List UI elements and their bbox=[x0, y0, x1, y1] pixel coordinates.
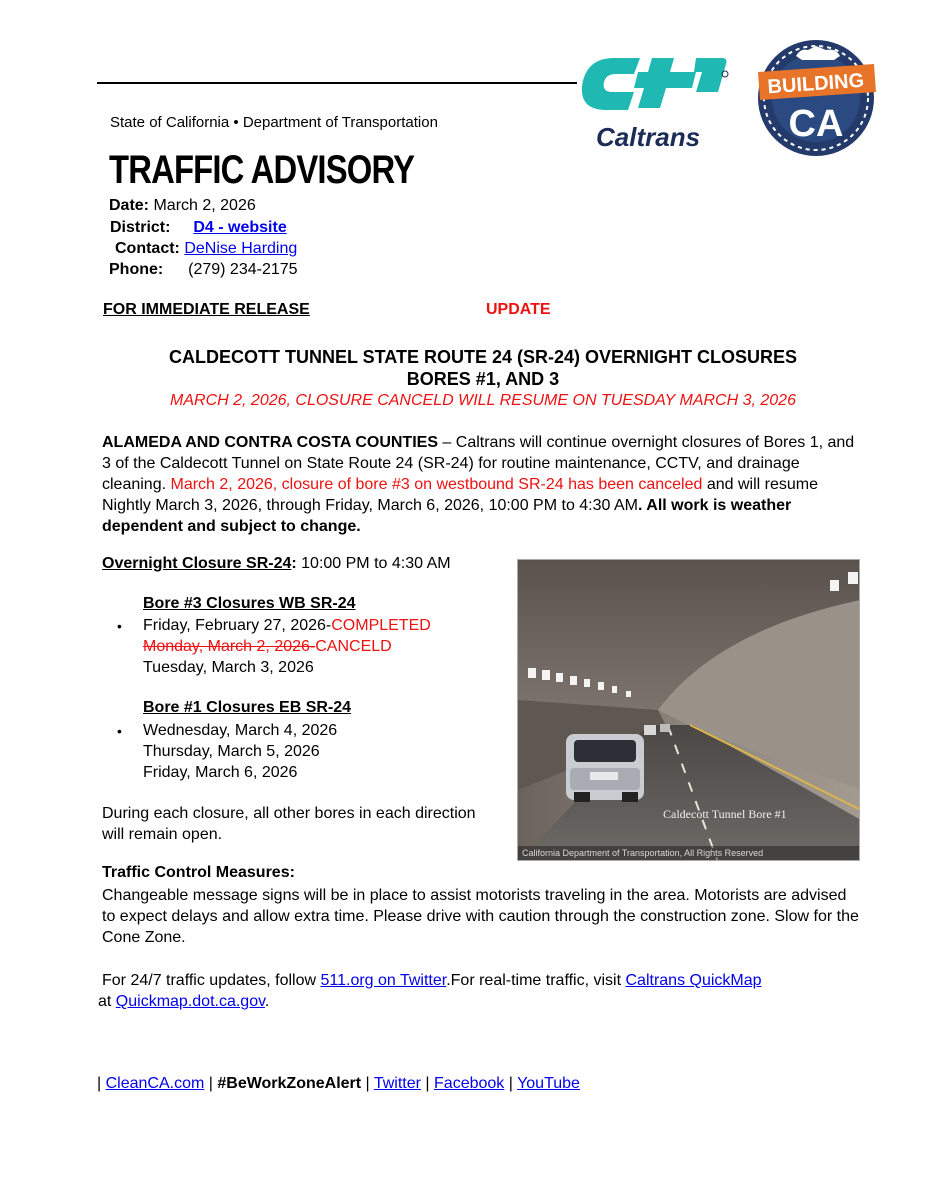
updates-at: at bbox=[98, 993, 116, 1010]
bore3-line-1-status: COMPLETED bbox=[331, 617, 431, 634]
hashtag: #BeWorkZoneAlert bbox=[217, 1075, 362, 1092]
bore3-line-1 bbox=[143, 615, 431, 636]
date-value: March 2, 2026 bbox=[153, 197, 256, 214]
updates-end: . bbox=[264, 993, 270, 1010]
district-link[interactable]: D4 - website bbox=[193, 219, 287, 236]
footer-sep-1: | bbox=[204, 1075, 218, 1092]
twitter-511-link[interactable]: 511.org on Twitter bbox=[320, 972, 447, 989]
phone-value: (279) 234-2175 bbox=[188, 261, 298, 278]
badge-top-text: BUILDING bbox=[766, 69, 865, 99]
quickmap-link[interactable]: Caltrans QuickMap bbox=[625, 972, 762, 989]
closure-hours: 10:00 PM to 4:30 AM bbox=[296, 555, 451, 572]
org-line: State of California • Department of Transportation bbox=[110, 114, 438, 131]
footer-sep-3: | bbox=[420, 1075, 435, 1092]
bore3-bullet: • bbox=[117, 618, 122, 634]
headline-line-2: BORES #1, AND 3 bbox=[406, 369, 560, 389]
release-label: FOR IMMEDIATE RELEASE bbox=[103, 301, 310, 318]
caltrans-wordmark: Caltrans bbox=[596, 122, 701, 152]
footer-sep-2: | bbox=[361, 1075, 374, 1092]
closure-heading-label: Overnight Closure SR-24 bbox=[102, 555, 292, 572]
facebook-link[interactable]: Facebook bbox=[434, 1075, 505, 1092]
footer-sep-0: | bbox=[97, 1075, 106, 1092]
intro-part-1: – Caltrans will continue overnight closures of Bores 1, and 3 of the Caldecott Tunnel on State Route 24 (SR-24) for routine maintenance, CCTV, and drainage cleaning. bbox=[102, 434, 855, 493]
district-label: District: bbox=[110, 219, 171, 236]
header-rule bbox=[97, 82, 577, 84]
intro-part-2: and will resume Nightly March 3, 2026, through Friday, March 6, 2026, 10:00 PM to 4:30 AM bbox=[102, 476, 819, 514]
intro-cancel-notice: March 2, 2026, closure of bore #3 on westbound SR-24 has been canceled bbox=[170, 476, 703, 493]
meta-phone bbox=[109, 261, 298, 279]
traffic-control-body: Changeable message signs will be in place to assist motorists traveling in the area. Motorists are advised to expect delays and allow extra time. Please drive with caution through the construction zone. Slow for the Cone Zone. bbox=[102, 887, 859, 946]
tunnel-photo bbox=[517, 559, 860, 861]
updates-pre: For 24/7 traffic updates, follow bbox=[102, 972, 321, 989]
bore1-line-2: Thursday, March 5, 2026 bbox=[143, 743, 320, 760]
traffic-control-heading: Traffic Control Measures: bbox=[102, 864, 295, 881]
closure-heading bbox=[102, 555, 451, 573]
cleanca-link[interactable]: CleanCA.com bbox=[105, 1075, 205, 1092]
headline-line-1: CALDECOTT TUNNEL STATE ROUTE 24 (SR-24) OVERNIGHT CLOSURES bbox=[168, 347, 798, 367]
contact-link[interactable]: DeNise Harding bbox=[184, 240, 298, 257]
bore3-line-2-status: CANCELD bbox=[315, 638, 392, 655]
updates-mid: .For real-time traffic, visit bbox=[446, 972, 626, 989]
bore1-line-1: Wednesday, March 4, 2026 bbox=[143, 722, 338, 739]
date-label: Date: bbox=[109, 197, 150, 214]
bore1-title: Bore #1 Closures EB SR-24 bbox=[143, 699, 352, 716]
bore3-title: Bore #3 Closures WB SR-24 bbox=[143, 595, 356, 612]
meta-date bbox=[109, 197, 256, 215]
meta-contact bbox=[115, 240, 297, 258]
page-title: TRAFFIC ADVISORY bbox=[109, 148, 415, 192]
closure-heading-colon: : bbox=[291, 555, 297, 572]
during-closure-note: During each closure, all other bores in each direction will remain open. bbox=[102, 805, 476, 843]
bore3-line-2-date: Monday, March 2, 2026- bbox=[143, 638, 316, 655]
update-label: UPDATE bbox=[486, 301, 551, 318]
photo-caption: Caldecott Tunnel Bore #1 bbox=[663, 807, 787, 821]
badge-bottom-text: CA bbox=[788, 103, 844, 145]
intro-paragraph bbox=[102, 432, 862, 537]
contact-label: Contact: bbox=[115, 240, 180, 257]
intro-weather-note: . All work is weather dependent and subject to change. bbox=[102, 497, 792, 535]
quickmap-url-link[interactable]: Quickmap.dot.ca.gov bbox=[115, 993, 265, 1010]
headline bbox=[103, 346, 863, 390]
footer-links bbox=[97, 1075, 580, 1093]
phone-label: Phone: bbox=[109, 261, 164, 278]
subheadline: MARCH 2, 2026, CLOSURE CANCELD WILL RESUME ON TUESDAY MARCH 3, 2026 bbox=[170, 392, 796, 409]
caltrans-logo bbox=[578, 52, 730, 156]
tunnel-illustration bbox=[518, 560, 860, 861]
youtube-link[interactable]: YouTube bbox=[517, 1075, 580, 1092]
bore3-line-1-date: Friday, February 27, 2026- bbox=[143, 617, 332, 634]
intro-lead: ALAMEDA AND CONTRA COSTA COUNTIES bbox=[102, 434, 438, 451]
bore3-line-3: Tuesday, March 3, 2026 bbox=[143, 659, 314, 676]
updates-paragraph bbox=[98, 970, 882, 1012]
bore1-bullet: • bbox=[117, 723, 122, 739]
building-ca-badge bbox=[756, 28, 876, 164]
footer-sep-4: | bbox=[504, 1075, 518, 1092]
twitter-link[interactable]: Twitter bbox=[373, 1075, 421, 1092]
meta-district bbox=[110, 219, 287, 237]
bore3-line-2 bbox=[143, 636, 392, 657]
photo-credit: California Department of Transportation, All Rights Reserved bbox=[522, 848, 764, 858]
bore1-line-3: Friday, March 6, 2026 bbox=[143, 764, 298, 781]
